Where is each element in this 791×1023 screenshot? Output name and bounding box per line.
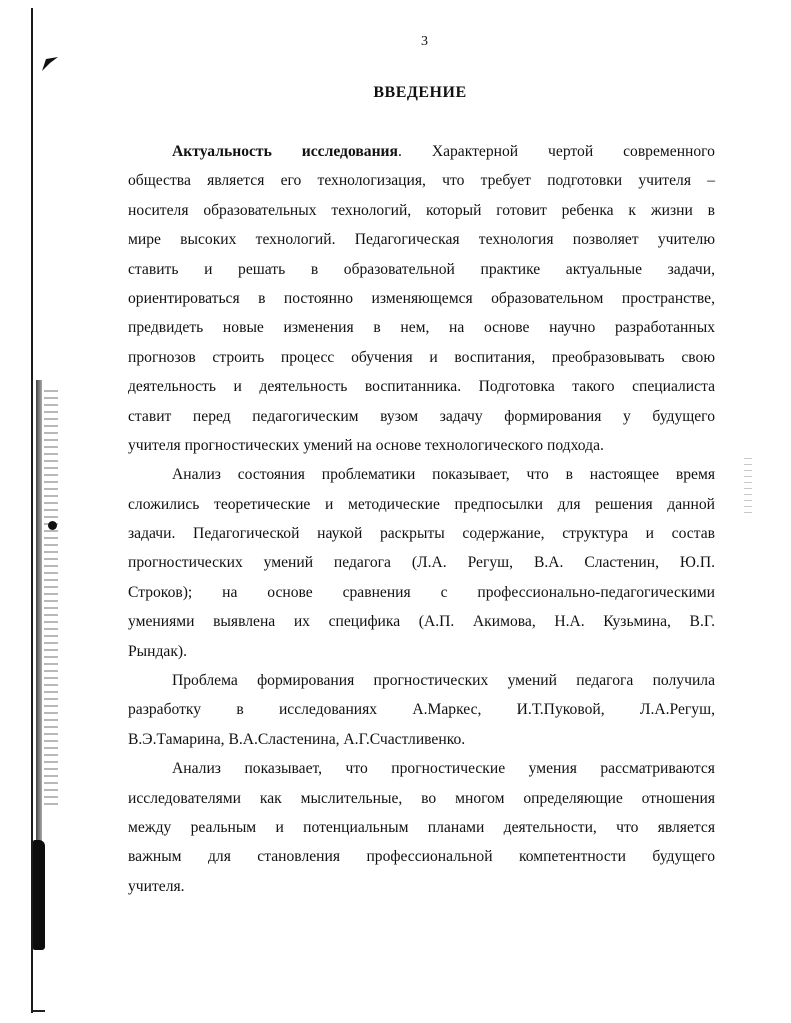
page-heading: ВВЕДЕНИЕ [373,84,467,101]
paragraph-1-line: носителя образовательных технологий, который готовит ребенка к жизни в [128,201,715,219]
scan-corner-mark [40,55,60,73]
paragraph-2-line: сложились теоретические и методические предпосылки для решения данной [128,495,715,513]
page-number: 3 [421,34,428,49]
scan-bottom-mark [31,1010,45,1012]
document-body [128,137,715,901]
paragraph-1-line: ставит перед педагогическим вузом задачу формирования у будущего [128,407,715,425]
paragraph-4-line: Анализ показывает, что прогностические умения рассматриваются [172,760,715,778]
paragraph-3-line: В.Э.Тамарина, В.А.Сластенина, А.Г.Счастливенко. [128,730,466,748]
scan-binding-noise [44,390,58,810]
paragraph-2-line: задачи. Педагогической наукой раскрыты содержание, структура и состав [128,525,715,543]
paragraph-1-line: общества является его технологизация, что требует подготовки учителя – [128,172,715,190]
paragraph-4-line: между реальным и потенциальным планами деятельности, что является [128,818,715,836]
paragraph-4-line: исследователями как мыслительные, во многом определяющие отношения [128,789,715,807]
paragraph-2-line: Рындак). [128,642,188,660]
paragraph-1-line: ориентироваться в постоянно изменяющемся образовательном пространстве, [128,289,715,307]
highlight-term: Актуальность исследования [172,143,398,160]
paragraph-3-line: разработку в исследованиях А.Маркес, И.Т.Пуковой, Л.А.Регуш, [128,701,715,719]
scan-right-speckle [744,458,752,518]
paragraph-1-line: предвидеть новые изменения в нем, на основе научно разработанных [128,319,715,337]
paragraph-2-line: умениями выявлена их специфика (А.П. Акимова, Н.А. Кузьмина, В.Г. [128,613,715,631]
paragraph-1-line: деятельность и деятельность воспитанника. Подготовка такого специалиста [128,378,715,396]
paragraph-2-line: Анализ состояния проблематики показывает, что в настоящее время [172,466,715,484]
paragraph-3-line: Проблема формирования прогностических умений педагога получила [172,672,715,690]
scan-binding-blot [33,840,45,950]
paragraph-1-line: мире высоких технологий. Педагогическая технология позволяет учителю [128,231,715,249]
scan-binding-hole [48,521,57,530]
paragraph-2-line: прогностических умений педагога (Л.А. Регуш, В.А. Сластенин, Ю.П. [128,554,715,572]
paragraph-2-line: Строков); на основе сравнения с профессионально-педагогическими [128,583,715,601]
paragraph-1-line: учителя прогностических умений на основе технологического подхода. [128,436,604,454]
paragraph-4-line: учителя. [128,877,185,895]
paragraph-1-line: прогнозов строить процесс обучения и воспитания, преобразовывать свою [128,348,715,366]
paragraph-1-line: ставить и решать в образовательной практике актуальные задачи, [128,260,715,278]
paragraph-1-line-1: Актуальность исследования. Характерной чертой современного [172,143,715,160]
paragraph-4-line: важным для становления профессиональной компетентности будущего [128,848,715,866]
